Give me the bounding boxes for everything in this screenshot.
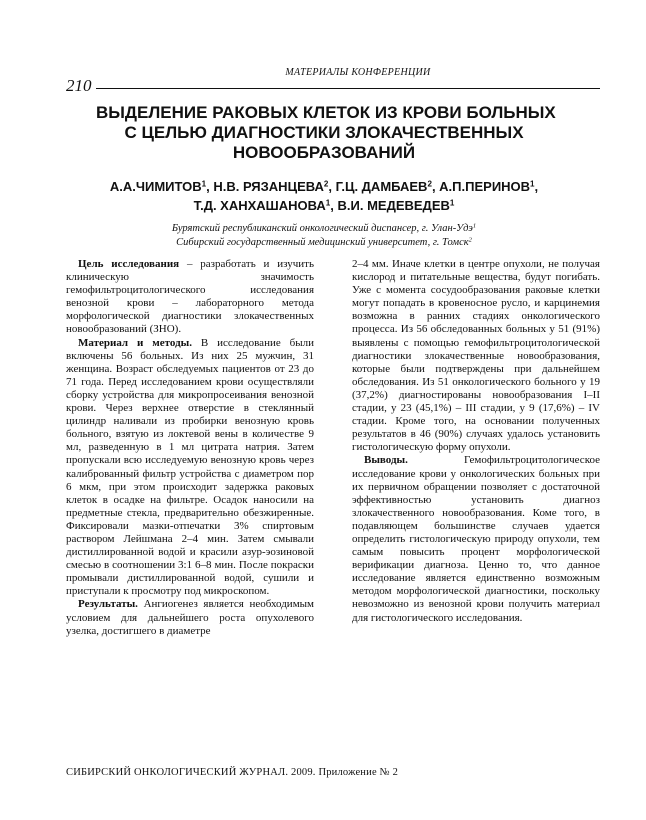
paragraph-results-continued: [352, 258, 600, 454]
page-number: 210: [66, 76, 92, 95]
title-line-2: С ЦЕЛЬЮ ДИАГНОСТИКИ ЗЛОКАЧЕСТВЕННЫХ: [124, 123, 524, 142]
paragraph-lead: Результаты.: [78, 598, 138, 611]
author-affiliation-mark: 2: [427, 179, 432, 189]
paragraph-text: В исследование были включены 56 больных. Из них 25 мужчин, 31 женщина. Возраст обследуемых пациентов от 23 до 71 года. Перед исследованием крови осуществляли сборку устройства для микропросеивания венозной крови. Через верхнее отверстие в стеклянный цилиндр наливали из пробирки венозную кровь больного, взятую из локтевой вены в количестве 9 мл, разведенную в 1 мл цитрата натрия. Затем пропускали всю исследуемую венозную кровь через калиброванный фильтр устройства с диаметром пор 6 мкм, при этом происходит задержка раковых клеток в осадке на фильтре. Осадок наносили на предметные стекла, предварительно обезжиренные. Фиксировали мазки-отпечатки 3% спиртовым раствором Лейшмана 2–4 мин. Затем смывали дистиллированной водой и красили азур-эозиновой смесью в соотношении 3:1 6–8 мин. После покраски промывали дистиллированной водой, сушили и приступали к просмотру под микроскопом.: [66, 336, 314, 598]
author-separator: ,: [206, 179, 214, 194]
right-column: [352, 258, 600, 625]
title-line-1: ВЫДЕЛЕНИЕ РАКОВЫХ КЛЕТОК ИЗ КРОВИ БОЛЬНЫХ: [96, 103, 556, 122]
affiliation-1: [96, 222, 552, 236]
paragraph-lead: Материал и методы.: [78, 336, 192, 349]
paragraph-text: Гемофильтроцитологическое исследование крови у онкологических больных при их первичном обращении позволяет с достаточной эффективностью установить диагноз злокачественного новообразования. Коме того, в подавляющем большинстве случаев удается определить гистологическую природу опухоли, тем самым повысить процент морфологической верификации диагноза. Ценно то, что данное исследование является единственно возможным методом морфологической диагностики, поскольку невозможно из венозной крови получить материал для гистологического исследования.: [352, 454, 600, 624]
running-head: МАТЕРИАЛЫ КОНФЕРЕНЦИИ: [285, 67, 431, 78]
affiliation-text: Сибирский государственный медицинский университет, г. Томск: [176, 237, 469, 248]
authors: [96, 177, 552, 215]
author-affiliation-mark: 2: [323, 179, 329, 189]
affiliation-text: Бурятский республиканский онкологический диспансер, г. Улан-Удэ: [171, 223, 473, 234]
author-separator: ,: [328, 179, 336, 194]
title-line-3: НОВООБРАЗОВАНИЙ: [232, 143, 416, 162]
author-affiliation-mark: 1: [201, 179, 207, 189]
author-separator: ,: [534, 179, 539, 194]
author-separator: ,: [330, 198, 338, 213]
author-separator: ,: [431, 179, 440, 194]
author-name: А.А.ЧИМИТОВ: [109, 179, 202, 194]
author-name: А.П.ПЕРИНОВ: [439, 179, 531, 194]
paragraph-conclusions: [352, 454, 600, 624]
author-affiliation-mark: 1: [325, 198, 331, 208]
journal-footer: СИБИРСКИЙ ОНКОЛОГИЧЕСКИЙ ЖУРНАЛ. 2009. Приложение № 2: [66, 767, 399, 778]
author-affiliation-mark: 1: [530, 179, 535, 189]
affiliation-2: [96, 236, 552, 250]
paragraph-text: – разработать и изучить клиническую значимость гемофильтроцитологического исследования венозной крови – лабораторного метода морфологической диагностики злокачественных новообразований (ЗНО).: [66, 258, 314, 336]
article-title: [96, 103, 556, 163]
author-name: В.И. МЕДЕВЕДЕВ: [337, 198, 450, 213]
author-name: Т.Д. ХАНХАШАНОВА: [193, 198, 326, 213]
affiliation-mark: 1: [472, 222, 477, 230]
paragraph-text: Ангиогенез является необходимым условием для дальнейшего роста опухолевого узелка, достигшего в диаметре: [66, 598, 314, 637]
paragraph-results: [66, 598, 314, 637]
authors-line-1: [96, 177, 552, 196]
affiliation-mark: 2: [468, 236, 472, 244]
author-affiliation-mark: 1: [449, 198, 455, 208]
paragraph-lead: Цель исследования: [78, 258, 180, 270]
left-column: [66, 258, 314, 638]
author-name: Н.В. РЯЗАНЦЕВА: [213, 179, 324, 194]
paragraph-methods: [66, 337, 314, 599]
paragraph-lead: Выводы.: [364, 454, 408, 467]
paragraph-aim: [66, 258, 314, 337]
paragraph-text: 2–4 мм. Иначе клетки в центре опухоли, не получая кислород и питательные вещества, будут погибать. Уже с момента сосудообразования раковые клетки могут попадать в кровеносное русло, и карцинемия возможна в ранних стадиях онкологического процесса. Из 56 обследованных больных у 51 (91%) выявлены с помощью гемофильтроцитологической диагностики злокачественные новообразования, которые были подтверждены при дальнейшем обследования. Из 51 онкологического больного у 19 (37,2%) диагностированы новообразования I–II стадии, у 23 (45,1%) – III стадии, у 9 (17,6%) – IV стадии. Кроме того, на основании полученных результатов в 46 (90%) случаях удалось установить гистологическую форму опухоли.: [352, 258, 600, 454]
header-rule: [96, 88, 600, 89]
author-name: Г.Ц. ДАМБАЕВ: [335, 179, 428, 194]
affiliations: [96, 222, 552, 250]
authors-line-2: [96, 196, 552, 215]
